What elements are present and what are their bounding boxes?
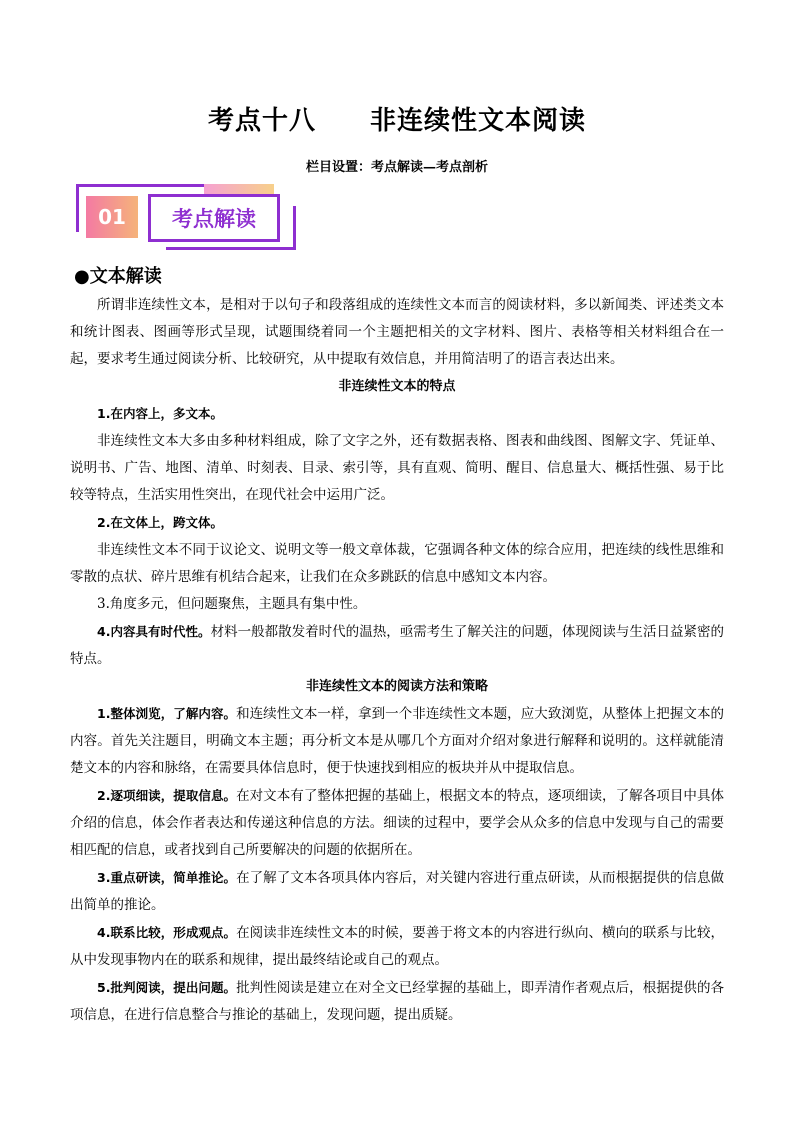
method-3 (70, 864, 724, 919)
method-2-title: 2.逐项细读，提取信息。 (97, 788, 237, 803)
methods-title: 非连续性文本的阅读方法和策略 (305, 679, 488, 694)
page-title: 考点十八 非连续性文本阅读 (207, 106, 586, 136)
method-4-title: 4.联系比较，形成观点。 (97, 925, 237, 940)
feature-2-title (70, 509, 724, 537)
method-5 (70, 974, 724, 1029)
document-body (70, 292, 724, 1029)
method-4-body: 在阅读非连续性文本的时候，要善于将文本的内容进行纵向、横向的联系与比较，从中发现事物内在的联系和规律，提出最终结论或自己的观点。 (70, 925, 724, 968)
section-number: 01 (86, 196, 138, 238)
intro-paragraph: 所谓非连续性文本，是相对于以句子和段落组成的连续性文本而言的阅读材料，多以新闻类、评述类文本和统计图表、图画等形式呈现，试题围绕着同一个主题把相关的文字材料、图片、表格等相关材料组合在一起，要求考生通过阅读分析、比较研究，从中提取有效信息，并用简洁明了的语言表达出来。 (70, 297, 724, 367)
method-3-body: 在了解了文本各项具体内容后，对关键内容进行重点研读，从而根据提供的信息做出简单的推论。 (70, 870, 724, 913)
feature-2-body: 非连续性文本不同于议论文、说明文等一般文章体裁，它强调各种文体的综合应用，把连续的线性思维和零散的点状、碎片思维有机结合起来，让我们在众多跳跃的信息中感知文本内容。 (70, 542, 724, 585)
feature-1-body: 非连续性文本大多由多种材料组成，除了文字之外，还有数据表格、图表和曲线图、图解文字、凭证单、说明书、广告、地图、清单、时刻表、目录、索引等，具有直观、简明、醒目、信息量大、概括性强、易于比较等特点，生活实用性突出，在现代社会中运用广泛。 (70, 433, 724, 503)
method-2-body: 在对文本有了整体把握的基础上，根据文本的特点，逐项细读，了解各项目中具体介绍的信息，体会作者表达和传递这种信息的方法。细读的过程中，要学会从众多的信息中发现与自己的需要相匹配的信息，或者找到自己所要解决的问题的依据所在。 (70, 788, 724, 858)
badge-frame-line (76, 184, 79, 232)
badge-frame-line (166, 247, 296, 250)
feature-4-title: 4.内容具有时代性。 (97, 624, 211, 639)
method-3-title: 3.重点研读，简单推论。 (97, 870, 237, 885)
method-2 (70, 782, 724, 864)
method-4 (70, 919, 724, 974)
features-title: 非连续性文本的特点 (338, 379, 456, 394)
method-5-body: 批判性阅读是建立在对全文已经掌握的基础上，即弄清作者观点后，根据提供的各项信息，在进行信息整合与推论的基础上，发现问题，提出质疑。 (70, 980, 724, 1023)
method-1-body: 和连续性文本一样，拿到一个非连续性文本题，应大致浏览，从整体上把握文本的内容。首先关注题目，明确文本主题；再分析文本是从哪几个方面对介绍对象进行解释和说明的。这样就能清楚文本的内容和脉络，在需要具体信息时，便于快速找到相应的板块并从中提取信息。 (70, 706, 724, 776)
feature-3: 3.角度多元，但问题聚焦，主题具有集中性。 (97, 596, 367, 612)
section-label: 考点解读 (148, 194, 280, 242)
section-heading: ●文本解读 (74, 266, 162, 287)
feature-4-body: 材料一般都散发着时代的温热，亟需考生了解关注的问题，体现阅读与生活日益紧密的特点。 (70, 624, 725, 667)
method-1 (70, 700, 724, 782)
method-5-title: 5.批判阅读，提出问题。 (97, 980, 237, 995)
badge-frame-line (76, 184, 204, 187)
feature-4 (70, 618, 724, 673)
feature-1-title (70, 400, 724, 428)
feature-1-title-text: 1.在内容上，多文本。 (97, 406, 223, 421)
method-1-title: 1.整体浏览，了解内容。 (97, 706, 237, 721)
column-subtitle: 栏目设置：考点解读—考点剖析 (305, 160, 488, 175)
badge-frame-line (293, 206, 296, 250)
feature-2-title-text: 2.在文体上，跨文体。 (97, 515, 223, 530)
